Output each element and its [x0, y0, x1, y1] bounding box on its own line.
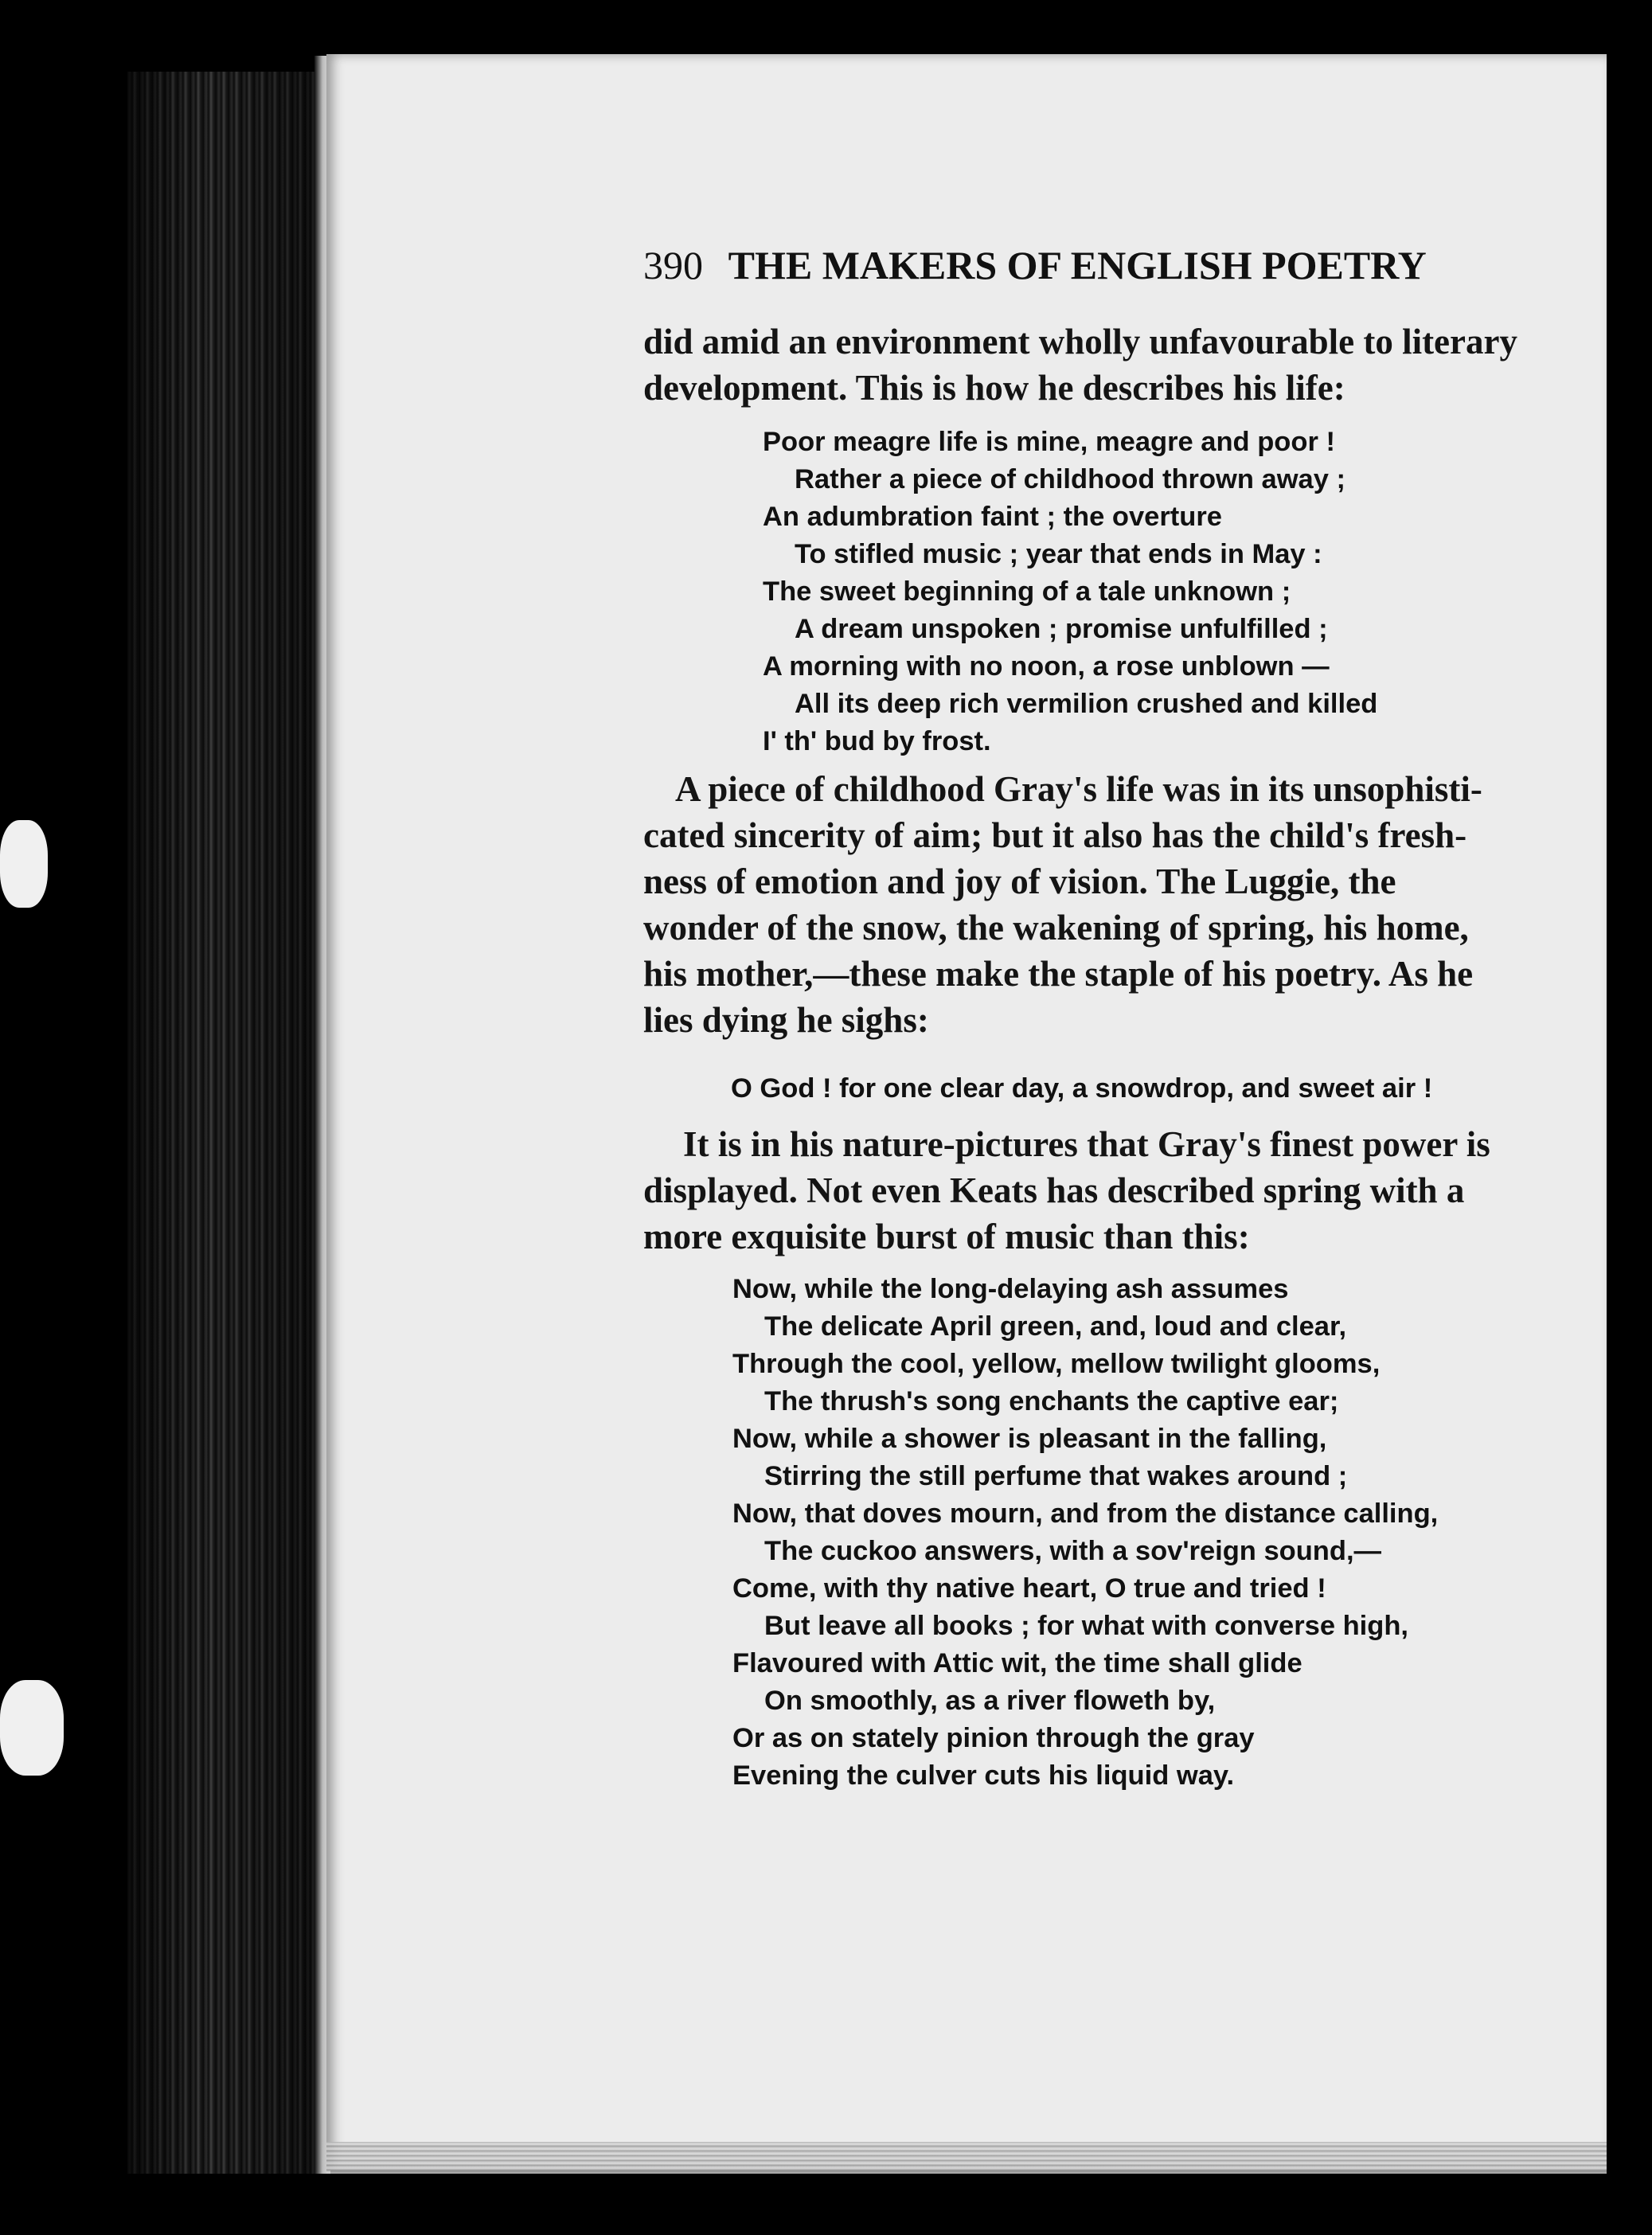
verse-line: Stirring the still perfume that wakes around ;: [764, 1461, 1348, 1491]
spine-shadow: [127, 72, 326, 2174]
verse-line: I' th' bud by frost.: [763, 726, 991, 756]
text-line: development. This is how he describes his life:: [643, 368, 1345, 408]
verse-line: Or as on stately pinion through the gray: [732, 1723, 1255, 1753]
verse-line: The delicate April green, and, loud and clear,: [764, 1311, 1347, 1342]
text-line: more exquisite burst of music than this:: [643, 1217, 1250, 1256]
verse-line: The cuckoo answers, with a sov'reign sound,—: [764, 1536, 1382, 1566]
text-line: his mother,—these make the staple of his poetry. As he: [643, 954, 1474, 994]
paragraph-3: [643, 1121, 1551, 1260]
running-header: [643, 242, 1519, 288]
verse-line: Now, while a shower is pleasant in the falling,: [732, 1424, 1327, 1454]
text-line: lies dying he sighs:: [643, 1000, 929, 1040]
verse-line: A dream unspoken ; promise unfulfilled ;: [795, 614, 1328, 644]
text-line: ness of emotion and joy of vision. The Luggie, the: [643, 862, 1396, 901]
verse-line: To stifled music ; year that ends in May :: [795, 539, 1322, 569]
verse-line: Come, with thy native heart, O true and tried !: [732, 1573, 1326, 1604]
quoted-line: O God ! for one clear day, a snowdrop, and sweet air !: [731, 1073, 1433, 1104]
scan-artifact-left: [0, 820, 48, 908]
paragraph-1: [643, 318, 1551, 411]
text-line: It is in his nature-pictures that Gray's finest power is: [683, 1124, 1490, 1164]
verse-line: All its deep rich vermilion crushed and killed: [795, 689, 1378, 719]
text-line: A piece of childhood Gray's life was in its unsophisti-: [675, 769, 1482, 809]
verse-line: The sweet beginning of a tale unknown ;: [763, 576, 1291, 607]
page-number: 390: [643, 243, 703, 287]
verse-line: But leave all books ; for what with converse high,: [764, 1611, 1408, 1641]
poem-1: [763, 424, 1377, 760]
verse-line: Poor meagre life is mine, meagre and poor !: [763, 427, 1335, 457]
verse-line: Evening the culver cuts his liquid way.: [732, 1760, 1235, 1791]
verse-line: Through the cool, yellow, mellow twilight glooms,: [732, 1349, 1381, 1379]
text-line: displayed. Not even Keats has described spring with a: [643, 1170, 1465, 1210]
verse-line: A morning with no noon, a rose unblown —: [763, 651, 1330, 682]
verse-line: The thrush's song enchants the captive ear;: [764, 1386, 1339, 1416]
poem-2: [732, 1271, 1438, 1795]
page-bottom-edge: [326, 2142, 1607, 2174]
text-line: wonder of the snow, the wakening of spring, his home,: [643, 908, 1469, 948]
paragraph-2: [643, 766, 1551, 1043]
verse-line: On smoothly, as a river floweth by,: [764, 1686, 1216, 1716]
verse-line: Flavoured with Attic wit, the time shall glide: [732, 1648, 1302, 1678]
scan-artifact-left-lower: [0, 1680, 64, 1776]
text-line: cated sincerity of aim; but it also has the child's fresh-: [643, 815, 1467, 855]
verse-line: Now, while the long-delaying ash assumes: [732, 1274, 1289, 1304]
verse-line: Rather a piece of childhood thrown away ;: [795, 464, 1346, 494]
running-title: THE MAKERS OF ENGLISH POETRY: [728, 243, 1427, 287]
text-line: did amid an environment wholly unfavourable to literary: [643, 322, 1517, 361]
verse-line: An adumbration faint ; the overture: [763, 502, 1222, 532]
verse-line: Now, that doves mourn, and from the distance calling,: [732, 1498, 1439, 1529]
